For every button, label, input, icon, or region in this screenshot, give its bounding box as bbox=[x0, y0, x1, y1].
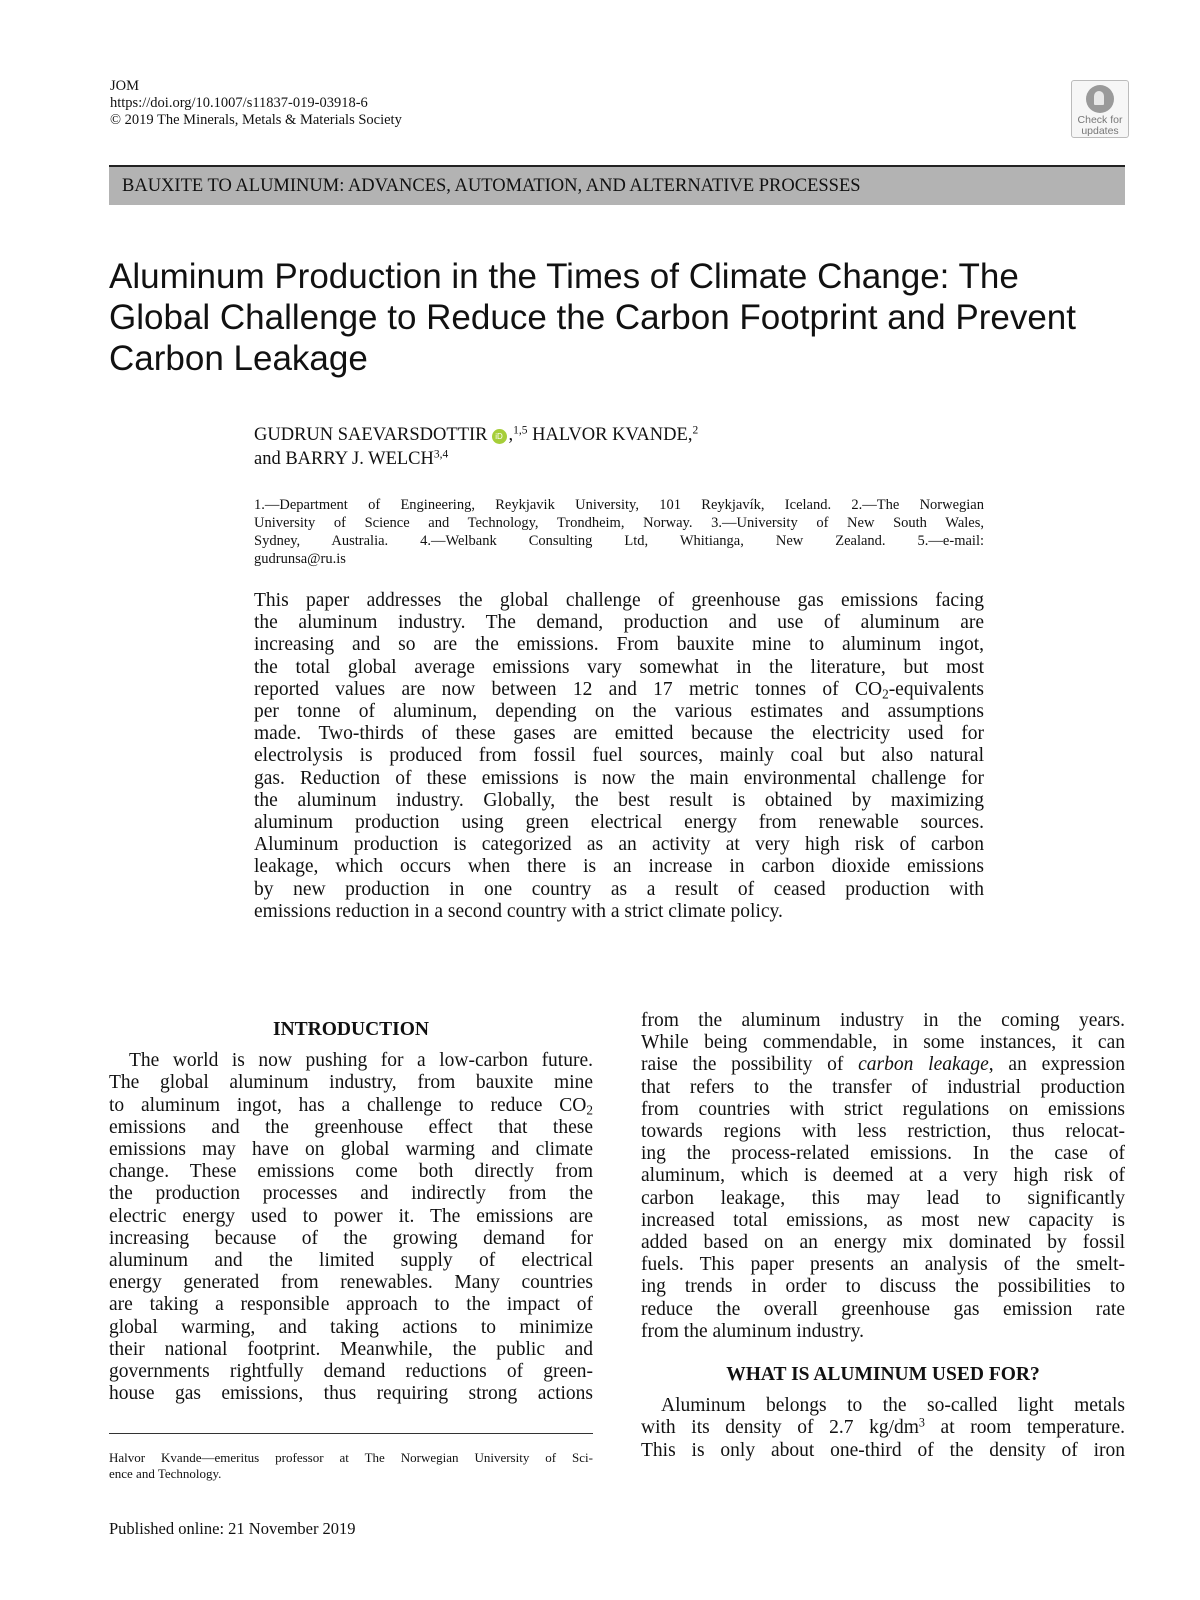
abstract-line: by new production in one country as a result of ceased production with bbox=[254, 878, 984, 900]
abstract-line: gas. Reduction of these emissions is now the main environmental challenge for bbox=[254, 767, 984, 789]
author-name: and BARRY J. WELCH bbox=[254, 449, 434, 469]
body-line: The world is now pushing for a low-carbon future. bbox=[129, 1050, 593, 1072]
body-line: global warming, and taking actions to minimize bbox=[109, 1316, 593, 1338]
body-line: towards regions with less restriction, thus relocat- bbox=[641, 1121, 1125, 1143]
body-line: raise the possibility of carbon leakage, an expression bbox=[641, 1054, 1125, 1076]
body-line: from the aluminum industry in the coming years. bbox=[641, 1010, 1125, 1031]
body-line: the production processes and indirectly from the bbox=[109, 1183, 593, 1205]
abstract-line: the aluminum industry. Globally, the best result is obtained by maximizing bbox=[254, 789, 984, 811]
badge-text: Check for updates bbox=[1077, 114, 1123, 137]
abstract-line: reported values are now between 12 and 17 metric tonnes of $CO_2$-equivalents bbox=[254, 678, 984, 702]
abstract-line: per tonne of aluminum, depending on the various estimates and assumptions bbox=[254, 701, 984, 723]
author-line-1: GUDRUN SAEVARSDOTTIR iD ,$^{1,5}$ HALVOR KVANDE,$^2$ bbox=[254, 424, 699, 445]
body-line: energy generated from renewables. Many countries bbox=[109, 1272, 593, 1294]
body-line: their national footprint. Meanwhile, the public and bbox=[109, 1338, 593, 1360]
body-line: emissions and the greenhouse effect that these bbox=[109, 1116, 593, 1138]
body-line: This is only about one-third of the density of iron bbox=[641, 1439, 1125, 1461]
body-line: to aluminum ingot, has a challenge to reduce $CO_2$ bbox=[109, 1094, 593, 1117]
body-line: aluminum, which is deemed at a very high risk of bbox=[641, 1165, 1125, 1187]
author-affiliation-ref: 2 bbox=[692, 424, 699, 437]
copyright-line: © 2019 The Minerals, Metals & Materials Society bbox=[110, 112, 402, 128]
body-line: increased total emissions, as most new capacity is bbox=[641, 1209, 1125, 1231]
affiliations: 1.—Department of Engineering, Reykjavik University, 101 Reykjavík, Iceland. 2.—The Norwegian University of Science and Technology, Trondheim, Norway. 3.—University of New South Wales, Sydney, Australia. 4.—Welbank Consulting Ltd, Whitianga, New Zealand. 5.—e-mail: gudrunsa@ru.is bbox=[254, 497, 984, 567]
abstract-line: This paper addresses the global challenge of greenhouse gas emissions facing bbox=[254, 590, 984, 611]
abstract-line: the aluminum industry. The demand, production and use of aluminum are bbox=[254, 612, 984, 634]
body-line: aluminum and the limited supply of electrical bbox=[109, 1250, 593, 1272]
author-name: HALVOR KVANDE, bbox=[532, 425, 693, 445]
author-list bbox=[254, 423, 698, 471]
abstract-line: increasing and so are the emissions. From bauxite mine to aluminum ingot, bbox=[254, 634, 984, 656]
doi-link[interactable]: https://doi.org/10.1007/s11837-019-03918-6 bbox=[110, 95, 368, 111]
abstract-line: electrolysis is produced from fossil fuel sources, mainly coal but also natural bbox=[254, 745, 984, 767]
author-affiliation-ref: 1,5 bbox=[513, 424, 528, 437]
article-title: Aluminum Production in the Times of Climate Change: The Global Challenge to Reduce the Carbon Footprint and Prevent Carbon Leakage bbox=[109, 257, 1076, 378]
body-line: ing the process-related emissions. In the case of bbox=[641, 1143, 1125, 1165]
body-line: from countries with strict regulations on emissions bbox=[641, 1098, 1125, 1120]
journal-name: JOM bbox=[110, 78, 140, 94]
section-heading-aluminum-uses: WHAT IS ALUMINUM USED FOR? bbox=[726, 1364, 1040, 1386]
published-date: Published online: 21 November 2019 bbox=[109, 1519, 356, 1538]
body-line: change. These emissions come both directly from bbox=[109, 1161, 593, 1183]
body-line: Aluminum belongs to the so-called light metals bbox=[661, 1395, 1125, 1417]
abstract-line: Aluminum production is categorized as an activity at very high risk of carbon bbox=[254, 834, 984, 856]
abstract-line: aluminum production using green electrical energy from renewable sources. bbox=[254, 812, 984, 834]
body-line: carbon leakage, this may lead to significantly bbox=[641, 1187, 1125, 1209]
body-line: from the aluminum industry. bbox=[641, 1320, 864, 1342]
body-line: ing trends in order to discuss the possibilities to bbox=[641, 1276, 1125, 1298]
body-line: that refers to the transfer of industrial production bbox=[641, 1076, 1125, 1098]
body-line: added based on an energy mix dominated by fossil bbox=[641, 1232, 1125, 1254]
author-name: GUDRUN SAEVARSDOTTIR bbox=[254, 425, 488, 445]
section-band-label: BAUXITE TO ALUMINUM: ADVANCES, AUTOMATION, AND ALTERNATIVE PROCESSES bbox=[122, 176, 861, 196]
abstract-line: the total global average emissions vary somewhat in the literature, but most bbox=[254, 656, 984, 678]
author-affiliation-ref: 3,4 bbox=[433, 448, 449, 461]
body-line: reduce the overall greenhouse gas emission rate bbox=[641, 1298, 1125, 1320]
footnote: Halvor Kvande—emeritus professor at The Norwegian University of Sci- ence and Technology. bbox=[109, 1450, 593, 1481]
emphasis-term: carbon leakage bbox=[858, 1054, 989, 1076]
abstract-line: leakage, which occurs when there is an increase in carbon dioxide emissions bbox=[254, 856, 984, 878]
column-left bbox=[109, 1019, 593, 1405]
column-right bbox=[641, 1010, 1125, 1462]
body-line: governments rightfully demand reductions of green- bbox=[109, 1361, 593, 1383]
section-heading-introduction: INTRODUCTION bbox=[272, 1019, 430, 1040]
body-line: emissions may have on global warming and climate bbox=[109, 1139, 593, 1161]
body-line: The global aluminum industry, from bauxite mine bbox=[109, 1072, 593, 1094]
abstract-line: made. Two-thirds of these gases are emitted because the electricity used for bbox=[254, 723, 984, 745]
bookmark-icon bbox=[1086, 85, 1114, 113]
body-line: increasing because of the growing demand for bbox=[109, 1227, 593, 1249]
abstract-line: emissions reduction in a second country with a strict climate policy. bbox=[254, 900, 783, 922]
body-line: While being commendable, in some instances, it can bbox=[641, 1032, 1125, 1054]
body-line: with its density of 2.7 $kg/dm^3$ at room temperature. bbox=[641, 1415, 1125, 1439]
check-for-updates-badge[interactable] bbox=[1071, 80, 1129, 138]
body-line: are taking a responsible approach to the impact of bbox=[109, 1294, 593, 1316]
orcid-icon[interactable]: iD bbox=[492, 429, 507, 444]
footnote-rule bbox=[109, 1433, 593, 1434]
body-line: fuels. This paper presents an analysis of the smelt- bbox=[641, 1254, 1125, 1276]
abstract bbox=[254, 590, 984, 923]
author-line-2 bbox=[254, 447, 698, 471]
article-meta bbox=[110, 78, 402, 129]
section-band bbox=[109, 165, 1125, 205]
body-line: house gas emissions, thus requiring strong actions bbox=[109, 1383, 593, 1405]
body-line: electric energy used to power it. The emissions are bbox=[109, 1205, 593, 1227]
